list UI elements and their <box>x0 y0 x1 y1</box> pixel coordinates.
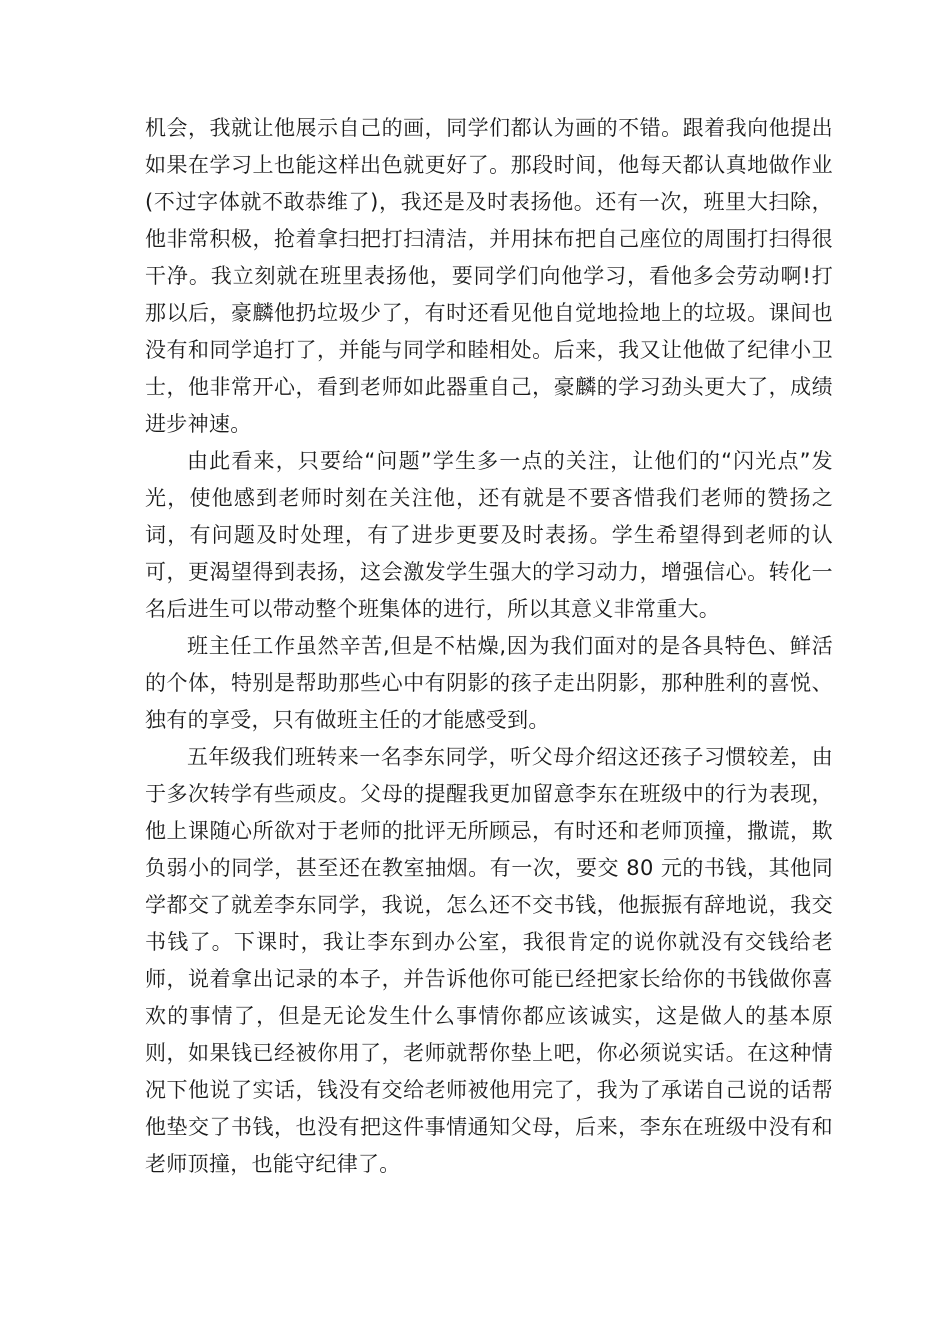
paragraph-1: 机会，我就让他展示自己的画，同学们都认为画的不错。跟着我向他提出如果在学习上也能这样出色就更好了。那段时间，他每天都认真地做作业(不过字体就不敢恭维了)，我还是及时表扬他。还有一次，班里大扫除，他非常积极，抢着拿扫把打扫清洁，并用抹布把自己座位的周围打扫得很干净。我立刻就在班里表扬他，要同学们向他学习，看他多会劳动啊!打那以后，豪麟他扔垃圾少了，有时还看见他自觉地捡地上的垃圾。课间也没有和同学追打了，并能与同学和睦相处。后来，我又让他做了纪律小卫士，他非常开心，看到老师如此器重自己，豪麟的学习劲头更大了，成绩进步神速。 <box>145 116 833 436</box>
paragraph-4: 五年级我们班转来一名李东同学，听父母介绍这还孩子习惯较差，由于多次转学有些顽皮。父母的提醒我更加留意李东在班级中的行为表现，他上课随心所欲对于老师的批评无所顾忌，有时还和老师顶撞，撒谎，欺负弱小的同学，甚至还在教室抽烟。有一次，要交 80 元的书钱，其他同学都交了就差李东同学，我说，怎么还不交书钱，他振振有辞地说，我交书钱了。下课时，我让李东到办公室，我很肯定的说你就没有交钱给老师，说着拿出记录的本子，并告诉他你可能已经把家长给你的书钱做你喜欢的事情了，但是无论发生什么事情你都应该诚实，这是做人的基本原则，如果钱已经被你用了，老师就帮你垫上吧，你必须说实话。在这种情况下他说了实话，钱没有交给老师被他用完了，我为了承诺自己说的话帮他垫交了书钱，也没有把这件事情通知父母，后来，李东在班级中没有和老师顶撞，也能守纪律了。 <box>145 745 833 1176</box>
paragraph-2: 由此看来，只要给“问题”学生多一点的关注，让他们的“闪光点”发光，使他感到老师时刻在关注他，还有就是不要吝惜我们老师的赞扬之词，有问题及时处理，有了进步更要及时表扬。学生希望得到老师的认可，更渴望得到表扬，这会激发学生强大的学习动力，增强信心。转化一名后进生可以带动整个班集体的进行，所以其意义非常重大。 <box>145 449 833 621</box>
document-body <box>145 110 833 1183</box>
paragraph-3: 班主任工作虽然辛苦,但是不枯燥,因为我们面对的是各具特色、鲜活的个体，特别是帮助那些心中有阴影的孩子走出阴影，那种胜利的喜悦、独有的享受，只有做班主任的才能感受到。 <box>145 634 833 732</box>
